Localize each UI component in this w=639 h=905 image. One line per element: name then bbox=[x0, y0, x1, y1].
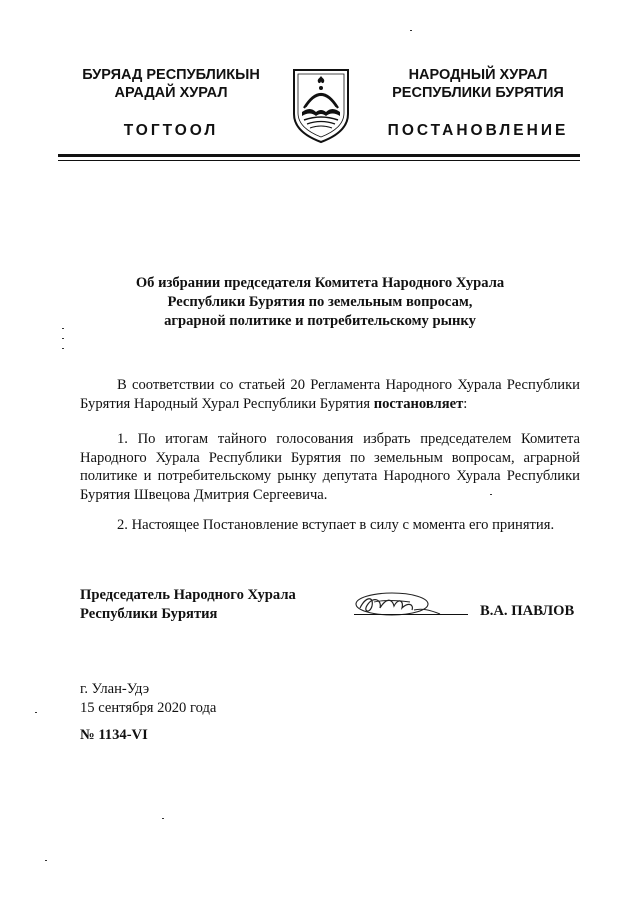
document-number: № 1134-VI bbox=[80, 727, 148, 743]
scan-speck bbox=[35, 712, 37, 713]
header-rule-thin bbox=[58, 160, 580, 161]
signatory-title-line2: Республики Бурятия bbox=[80, 606, 218, 622]
scan-speck bbox=[490, 494, 492, 495]
scan-speck bbox=[62, 338, 64, 339]
coat-of-arms-icon bbox=[290, 66, 352, 144]
header-right-line1: НАРОДНЫЙ ХУРАЛ bbox=[408, 67, 548, 83]
preamble-keyword: постановляет bbox=[373, 395, 464, 412]
paragraph-item-2: 2. Настоящее Постановление вступает в силу с момента его принятия. bbox=[117, 517, 555, 533]
scan-speck bbox=[410, 30, 412, 31]
date: 15 сентября 2020 года bbox=[80, 699, 217, 716]
signature-line bbox=[354, 614, 468, 615]
header-right-doctype: ПОСТАНОВЛЕНИЕ bbox=[387, 122, 569, 139]
place-and-date bbox=[80, 680, 216, 717]
title-line2: Республики Бурятия по земельным вопросам, bbox=[167, 294, 473, 310]
preamble-text: В соответствии со статьей 20 Регламента Народного Хурала Республики Бурятия Народный Хурал Республики Бурятия bbox=[80, 377, 580, 412]
header-right-line2: РЕСПУБЛИКИ БУРЯТИЯ bbox=[392, 85, 564, 101]
signatory-title bbox=[80, 586, 340, 624]
handwritten-signature bbox=[352, 590, 442, 620]
preamble-tail: : bbox=[463, 395, 468, 412]
city: г. Улан-Удэ bbox=[80, 681, 150, 697]
document-title bbox=[80, 274, 560, 331]
paragraph-item-1: 1. По итогам тайного голосования избрать председателем Комитета Народного Хурала Республики Бурятия по земельным вопросам, аграрной политике и потребительскому рынку депутата Народного Хурала Республики Бурятия Швецова Дмитрия Сергеевича. bbox=[80, 431, 580, 503]
header-left-line2: АРАДАЙ ХУРАЛ bbox=[114, 85, 228, 101]
header-right-org bbox=[372, 66, 584, 102]
title-line1: Об избрании председателя Комитета Народного Хурала bbox=[135, 275, 505, 291]
signatory-title-line1: Председатель Народного Хурала bbox=[80, 587, 296, 603]
header-left-org bbox=[58, 66, 284, 102]
scan-speck bbox=[62, 348, 64, 349]
header-left-doctype: ТОГТООЛ bbox=[123, 122, 219, 139]
header-left-line1: БУРЯАД РЕСПУБЛИКЫН bbox=[82, 67, 260, 83]
signatory-name: В.А. ПАВЛОВ bbox=[480, 603, 575, 619]
scan-speck bbox=[62, 328, 64, 329]
paragraph-preamble bbox=[80, 376, 580, 413]
scan-speck bbox=[45, 860, 47, 861]
title-line3: аграрной политике и потребительскому рынку bbox=[164, 313, 476, 329]
header-rule-thick bbox=[58, 154, 580, 157]
scan-speck bbox=[162, 818, 164, 819]
